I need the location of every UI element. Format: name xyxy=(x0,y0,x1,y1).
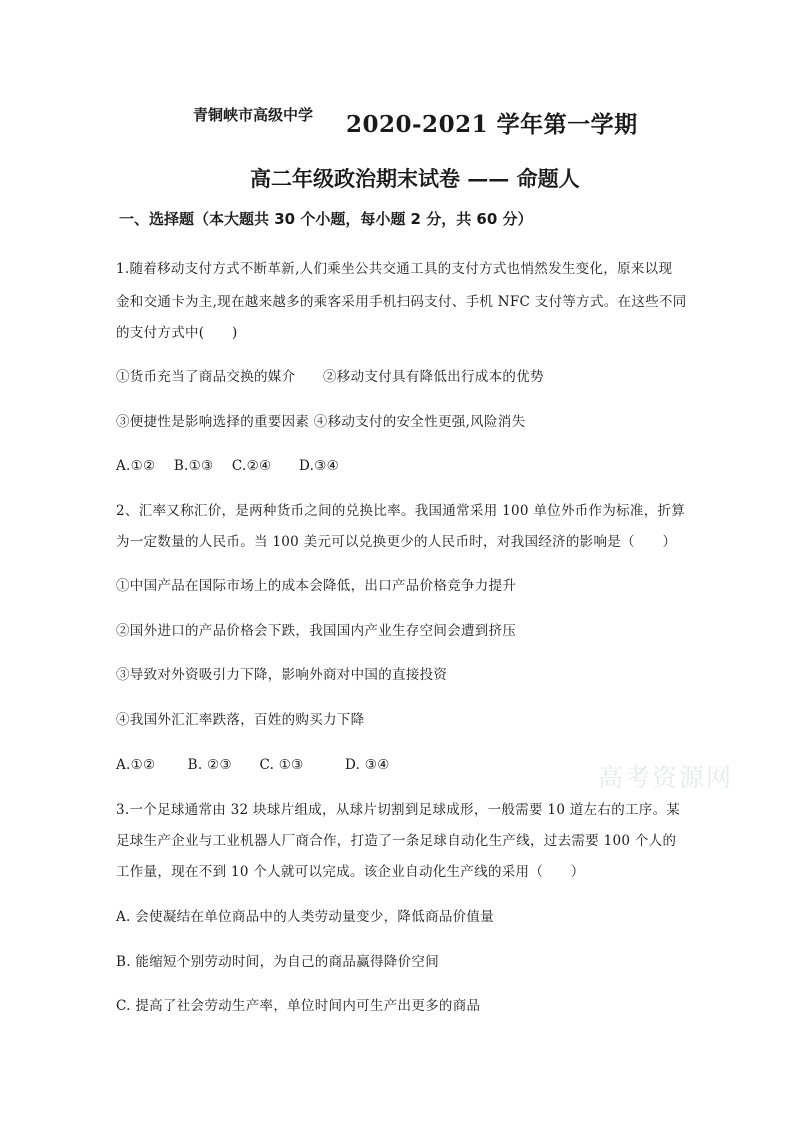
question-option: A. 会使凝结在单位商品中的人类劳动量变少，降低商品价值量 xyxy=(116,909,495,925)
question-text: 的支付方式中( ) xyxy=(116,325,238,341)
answer-choices: A.①② B. ②③ C. ①③ D. ③④ xyxy=(116,757,390,773)
question-text: 1.随着移动支付方式不断革新,人们乘坐公共交通工具的支付方式也悄然发生变化，原来以现 xyxy=(116,261,673,277)
question-option: C. 提高了社会劳动生产率，单位时间内可生产出更多的商品 xyxy=(116,998,481,1014)
watermark: 高考资源网 xyxy=(598,763,734,792)
question-option: ①中国产品在国际市场上的成本会降低，出口产品价格竞争力提升 xyxy=(116,578,517,594)
answer-choices: A.①② B.①③ C.②④ D.③④ xyxy=(116,458,340,474)
question-option: ③导致对外资吸引力下降，影响外商对中国的直接投资 xyxy=(116,667,448,683)
question-text: 为一定数量的人民币。当 100 美元可以兑换更少的人民币时，对我国经济的影响是（ ） xyxy=(116,534,677,550)
question-option: ④我国外汇汇率跌落，百姓的购买力下降 xyxy=(116,712,365,728)
question-text: 2、汇率又称汇价，是两种货币之间的兑换比率。我国通常采用 100 单位外币作为标准，折算 xyxy=(116,503,686,519)
section-heading: 一、选择题（本大题共 30 个小题，每小题 2 分，共 60 分） xyxy=(119,210,533,228)
question-option: ②国外进口的产品价格会下跌，我国国内产业生存空间会遭到挤压 xyxy=(116,623,517,639)
question-text: 足球生产企业与工业机器人厂商合作，打造了一条足球自动化生产线，过去需要 100 个人的 xyxy=(116,833,677,849)
school-name: 青铜峡市高级中学 xyxy=(193,106,314,124)
question-text: 金和交通卡为主,现在越来越多的乘客采用手机扫码支付、手机 NFC 支付等方式。在这些不同 xyxy=(116,294,687,310)
question-text: 工作量，现在不到 10 个人就可以完成。该企业自动化生产线的采用（ ） xyxy=(116,864,585,880)
exam-subtitle: 高二年级政治期末试卷 —— 命题人 xyxy=(250,166,580,191)
term-title: 2020-2021 学年第一学期 xyxy=(346,111,638,138)
question-option: ①货币充当了商品交换的媒介 ②移动支付具有降低出行成本的优势 xyxy=(116,369,544,385)
subtitle-clip xyxy=(250,163,590,191)
question-option: B. 能缩短个别劳动时间，为自己的商品赢得降价空间 xyxy=(116,954,440,970)
question-option: ③便捷性是影响选择的重要因素 ④移动支付的安全性更强,风险消失 xyxy=(116,414,526,430)
question-text: 3.一个足球通常由 32 块球片组成，从球片切割到足球成形，一般需要 10 道左右的工序。某 xyxy=(116,802,681,818)
